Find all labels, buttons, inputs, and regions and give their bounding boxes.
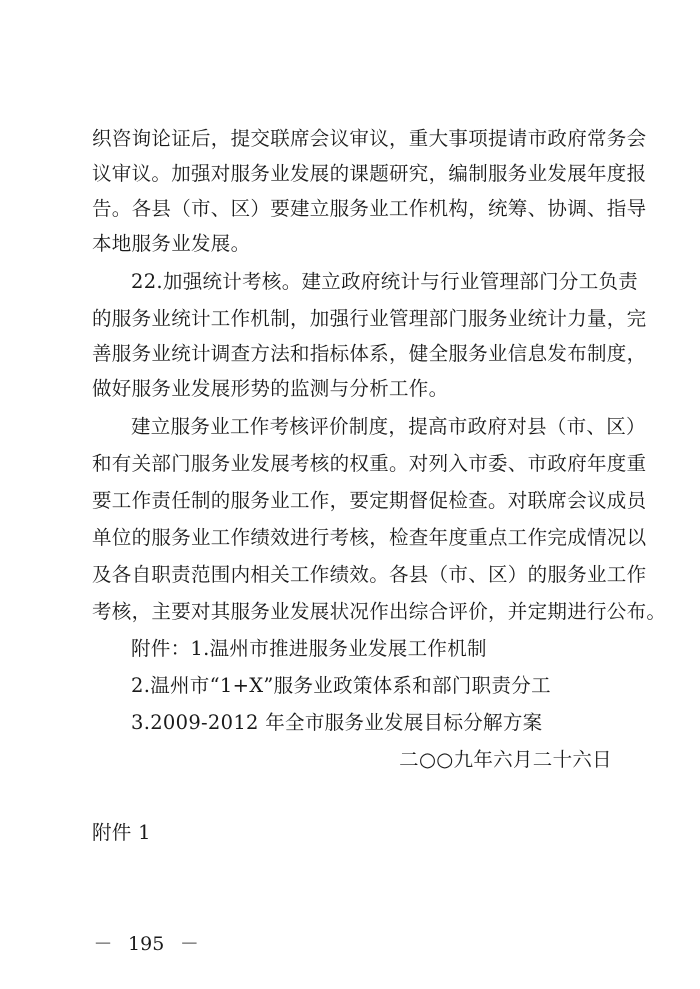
attachment-line-2: 2.温州市“1+X”服务业政策体系和部门职责分工 [131, 674, 551, 697]
text-line: 建立服务业工作考核评价制度，提高市政府对县（市、区） [131, 415, 646, 438]
attachment-line-1: 附件：1.温州市推进服务业发展工作机制 [131, 637, 487, 660]
text-line: 本地服务业发展。 [92, 232, 251, 255]
attachment-heading: 附件 1 [92, 821, 151, 844]
page-number: 195 [128, 933, 165, 955]
dash-right: － [179, 933, 199, 955]
text-line: 要工作责任制的服务业工作，要定期督促检查。对联席会议成员 [92, 489, 647, 512]
text-line: 织咨询论证后，提交联席会议审议，重大事项提请市政府常务会 [92, 127, 647, 150]
text-line: 单位的服务业工作绩效进行考核，检查年度重点工作完成情况以 [92, 526, 647, 549]
text-line: 议审议。加强对服务业发展的课题研究，编制服务业发展年度报 [92, 162, 647, 185]
attachment-line-3: 3.2009-2012 年全市服务业发展目标分解方案 [131, 711, 543, 734]
text-line: 的服务业统计工作机制，加强行业管理部门服务业统计力量，完 [92, 307, 647, 330]
text-line: 和有关部门服务业发展考核的权重。对列入市委、市政府年度重 [92, 452, 647, 475]
text-line: 及各自职责范围内相关工作绩效。各县（市、区）的服务业工作 [92, 563, 647, 586]
page-number-footer [92, 930, 200, 958]
text-line: 善服务业统计调查方法和指标体系，健全服务业信息发布制度， [92, 342, 647, 365]
text-line: 做好服务业发展形势的监测与分析工作。 [92, 377, 449, 400]
section-22-heading-line: 22.加强统计考核。建立政府统计与行业管理部门分工负责 [131, 270, 639, 293]
dash-left: － [93, 933, 113, 955]
text-line: 告。各县（市、区）要建立服务业工作机构，统筹、协调、指导 [92, 197, 647, 220]
text-line: 考核，主要对其服务业发展状况作出综合评价，并定期进行公布。 [92, 600, 667, 623]
date-line: 二○○九年六月二十六日 [399, 748, 612, 771]
